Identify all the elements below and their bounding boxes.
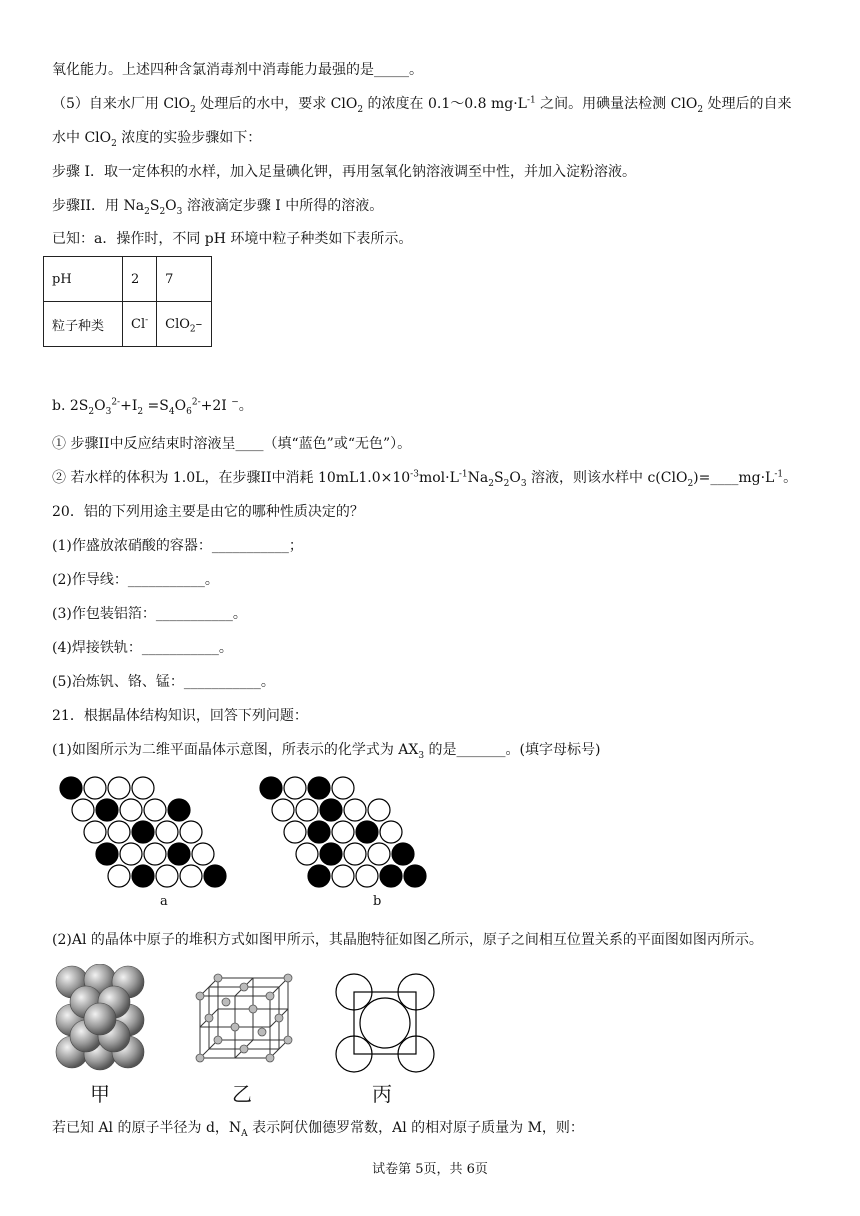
- question-20-1: (1)作盛放浓硝酸的容器：___________；: [52, 538, 303, 554]
- table-cell: ClO$_2$–: [157, 302, 212, 347]
- figure-label-yi: 乙: [232, 1082, 252, 1106]
- question-21-3: 若已知 Al 的原子半径为 d，$N_A$ 表示阿伏伽德罗常数，Al 的相对原子质量为 M，则：: [52, 1120, 584, 1139]
- question-20-3: (3)作包装铝箔：___________。: [52, 606, 247, 622]
- table-cell: 7: [157, 257, 212, 302]
- line-9: ② 若水样的体积为 1.0L，在步骤II中消耗 $10mL1.0\times 10^{-3}mol\cdot L^{-1}Na_2S_2O_3$ 溶液，则该水样中 $c(ClO_2)=\_\_\_\_mg\cdot L^{-1}$。: [52, 469, 798, 489]
- line-5: 步骤II．用 $Na_2S_2O_3$ 溶液滴定步骤 I 中所得的溶液。: [52, 198, 384, 217]
- question-20-5: (5)冶炼钒、铬、锰：___________。: [52, 674, 275, 690]
- table-row: [44, 257, 212, 302]
- question-20: 20．铝的下列用途主要是由它的哪种性质决定的？: [52, 504, 364, 520]
- line-6: 已知：a．操作时，不同 pH 环境中粒子种类如下表所示。: [52, 231, 413, 247]
- lattice-figure-a: [58, 774, 240, 890]
- question-21-2: (2)Al 的晶体中原子的堆积方式如图甲所示，其晶胞特征如图乙所示，原子之间相互位置关系的平面图如图丙所示。: [52, 932, 763, 948]
- question-21: 21．根据晶体结构知识，回答下列问题：: [52, 708, 308, 724]
- figure-label-a: a: [160, 894, 168, 909]
- line-4: 步骤 I．取一定体积的水样，加入足量碘化钾，再用氢氧化钠溶液调至中性，并加入淀粉溶液。: [52, 164, 636, 180]
- unit-cell-figure-yi: [192, 972, 296, 1068]
- table-cell: Cl-: [123, 302, 157, 347]
- line-1: 氧化能力。上述四种含氯消毒剂中消毒能力最强的是_____。: [52, 62, 423, 78]
- figure-label-bing: 丙: [372, 1082, 392, 1106]
- line-8: ① 步骤II中反应结束时溶液呈____（填“蓝色”或“无色”）。: [52, 436, 412, 452]
- question-20-2: (2)作导线：___________。: [52, 572, 219, 588]
- question-20-4: (4)焊接铁轨：___________。: [52, 640, 233, 656]
- question-21-1: (1)如图所示为二维平面晶体示意图，所表示的化学式为 $AX_3$ 的是_______。(填字母标号): [52, 742, 601, 761]
- lattice-figure-b: [258, 774, 440, 890]
- page-footer: 试卷第 5页，共 6页: [372, 1162, 488, 1177]
- ph-species-table: [43, 256, 212, 347]
- table-cell: 2: [123, 257, 157, 302]
- plane-view-figure-bing: [334, 972, 436, 1074]
- line-3: 水中 ClO$_2$ 浓度的实验步骤如下：: [52, 130, 262, 149]
- figure-label-b: b: [373, 894, 382, 909]
- table-cell: pH: [44, 257, 123, 302]
- line-7: b. $2S_2O_3^{2-}+I_2 =S_4O_6^{2-}+2I$ −。: [52, 397, 253, 417]
- table-cell: 粒子种类: [44, 302, 123, 347]
- figure-label-jia: 甲: [90, 1082, 110, 1106]
- table-row: [44, 302, 212, 347]
- atom-packing-figure-jia: [52, 964, 148, 1072]
- line-2: （5）自来水厂用 ClO$_2$ 处理后的水中，要求 ClO$_2$ 的浓度在 0.1～0.8 $mg\cdot L^{-1}$ 之间。用碘量法检测 ClO$_2$ 处理后的自来: [52, 95, 792, 115]
